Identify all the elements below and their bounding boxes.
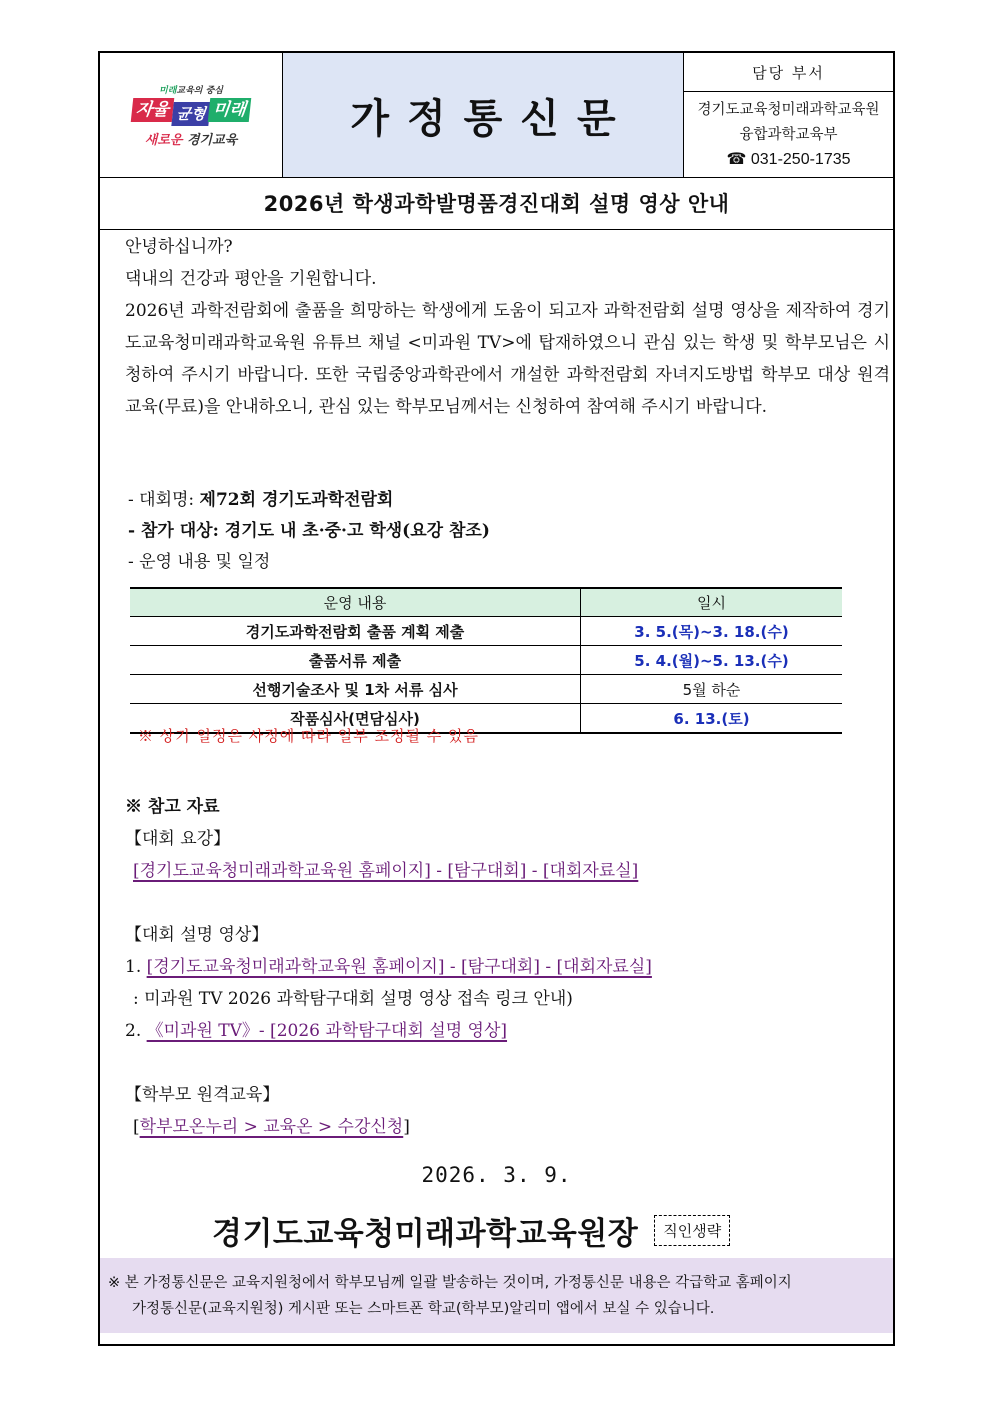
- department-info: [684, 92, 893, 177]
- footer-line-2: 가정통신문(교육지원청) 게시판 또는 스마트폰 학교(학부모)알리미 앱에서 보실 수 있습니다.: [132, 1300, 715, 1317]
- signatory-name: 경기도교육청미래과학교육원장: [212, 1216, 639, 1252]
- greeting-line-2: 댁내의 건강과 평안을 기원합니다.: [125, 269, 377, 289]
- greeting-line-1: 안녕하십니까?: [125, 237, 233, 257]
- logo-chips: [132, 98, 251, 122]
- schedule-date: 5. 4.(월)~5. 13.(수): [581, 646, 843, 675]
- spacer: [125, 887, 652, 919]
- participants-item: - 참가 대상: 경기도 내 초·중·고 학생(요강 참조): [128, 521, 490, 541]
- greeting-paragraph: 2026년 과학전람회에 출품을 희망하는 학생에게 도움이 되고자 과학전람회 설명 영상을 제작하여 경기도교육청미래과학교육원 유튜브 채널 <미과원 TV>에 탑재하였으니 관심 있는 학생 및 학부모님은 시청하여 주시기 바랍니다. 또한 국립중앙과학관에서 개설한 과학전람회 자녀지도방법 학부모 대상 원격교육(무료)을 안내하오니, 관심 있는 학부모님께서는 신청하여 참여해 주시기 바랍니다.: [125, 301, 890, 417]
- newsletter-page: [98, 51, 895, 1346]
- schedule-label-item: - 운영 내용 및 일정: [128, 552, 271, 572]
- contest-name-value: 제72회 경기도과학전람회: [199, 490, 394, 510]
- logo-chip-balance: 균형: [171, 102, 211, 126]
- parent-edu-item: [학부모온누리 > 교육온 > 수강신청]: [133, 1117, 410, 1137]
- table-row: [130, 646, 842, 675]
- schedule-item: 작품심사(면담심사): [130, 704, 581, 734]
- schedule-note: ※ 상기 일정은 사정에 따라 일부 조정될 수 있음: [138, 727, 479, 745]
- schedule-date: 6. 13.(토): [673, 709, 750, 728]
- subject-row: [100, 177, 893, 230]
- references-heading: ※ 참고 자료: [125, 797, 220, 817]
- department-org: 경기도교육청미래과학교육원: [697, 102, 880, 119]
- department-label: 담당 부서: [684, 53, 893, 92]
- schedule-item: 출품서류 제출: [130, 646, 581, 675]
- schedule-table: [130, 587, 842, 734]
- contest-name-item: - 대회명: 제72회 경기도과학전람회: [128, 490, 394, 510]
- video-homepage-link[interactable]: [경기도교육청미래과학교육원 홈페이지] - [탐구대회] - [대회자료실]: [146, 957, 652, 977]
- video-item-2: 2. 《미과원 TV》- [2026 과학탐구대회 설명 영상]: [125, 1021, 508, 1041]
- document-title-cell: [283, 53, 684, 177]
- spacer: [125, 1047, 652, 1079]
- document-title: 가정통신문: [350, 95, 634, 142]
- schedule-date: 5월 하순: [581, 675, 843, 704]
- parent-edu-link[interactable]: 학부모온누리 > 교육온 > 수강신청: [139, 1117, 404, 1137]
- table-row: [130, 617, 842, 646]
- schedule-table-header: [130, 588, 842, 617]
- signature-block: [212, 1208, 730, 1253]
- logo-chip-future: 미래: [208, 98, 251, 122]
- telephone-icon: ☎: [726, 150, 747, 168]
- video-item-1: 1. [경기도교육청미래과학교육원 홈페이지] - [탐구대회] - [대회자료실]: [125, 957, 652, 977]
- gyeonggi-education-logo: [100, 53, 283, 177]
- logo-tagline: 미래교육의 중심: [159, 85, 223, 96]
- contest-info-list: [128, 485, 490, 578]
- schedule-item: 경기도과학전람회 출품 계획 제출: [130, 617, 581, 646]
- seal-omitted-box: 직인생략: [654, 1215, 730, 1246]
- video-label: 【대회 설명 영상】: [125, 925, 269, 945]
- logo-chip-autonomy: 자율: [130, 98, 173, 122]
- greeting-section: [125, 231, 890, 423]
- guide-label: 【대회 요강】: [125, 829, 231, 849]
- references-section: [125, 791, 652, 1143]
- footer-line-1: ※ 본 가정통신문은 교육지원청에서 학부모님께 일괄 발송하는 것이며, 가정통신문 내용은 각급학교 홈페이지: [108, 1274, 792, 1291]
- column-header-content: 운영 내용: [130, 588, 581, 617]
- department-cell: [684, 53, 893, 177]
- header-table: [100, 53, 893, 178]
- table-row: [130, 675, 842, 704]
- video-youtube-link[interactable]: 《미과원 TV》- [2026 과학탐구대회 설명 영상]: [146, 1021, 508, 1041]
- schedule-item: 선행기술조사 및 1차 서류 심사: [130, 675, 581, 704]
- schedule-date: 3. 5.(목)~3. 18.(수): [581, 617, 843, 646]
- department-phone: ☎ 031-250-1735: [726, 150, 851, 168]
- issue-date: 2026. 3. 9.: [421, 1163, 572, 1187]
- parent-edu-label: 【학부모 원격교육】: [125, 1085, 280, 1105]
- department-division: 융합과학교육부: [739, 127, 838, 144]
- logo-slogan: 새로운 경기교육: [144, 132, 238, 148]
- guide-link[interactable]: [경기도교육청미래과학교육원 홈페이지] - [탐구대회] - [대회자료실]: [133, 861, 639, 881]
- footer-notice: [100, 1258, 893, 1333]
- subject-title: 2026년 학생과학발명품경진대회 설명 영상 안내: [263, 192, 730, 216]
- column-header-date: 일시: [581, 588, 843, 617]
- video-item-1-note: : 미과원 TV 2026 과학탐구대회 설명 영상 접속 링크 안내): [133, 989, 573, 1009]
